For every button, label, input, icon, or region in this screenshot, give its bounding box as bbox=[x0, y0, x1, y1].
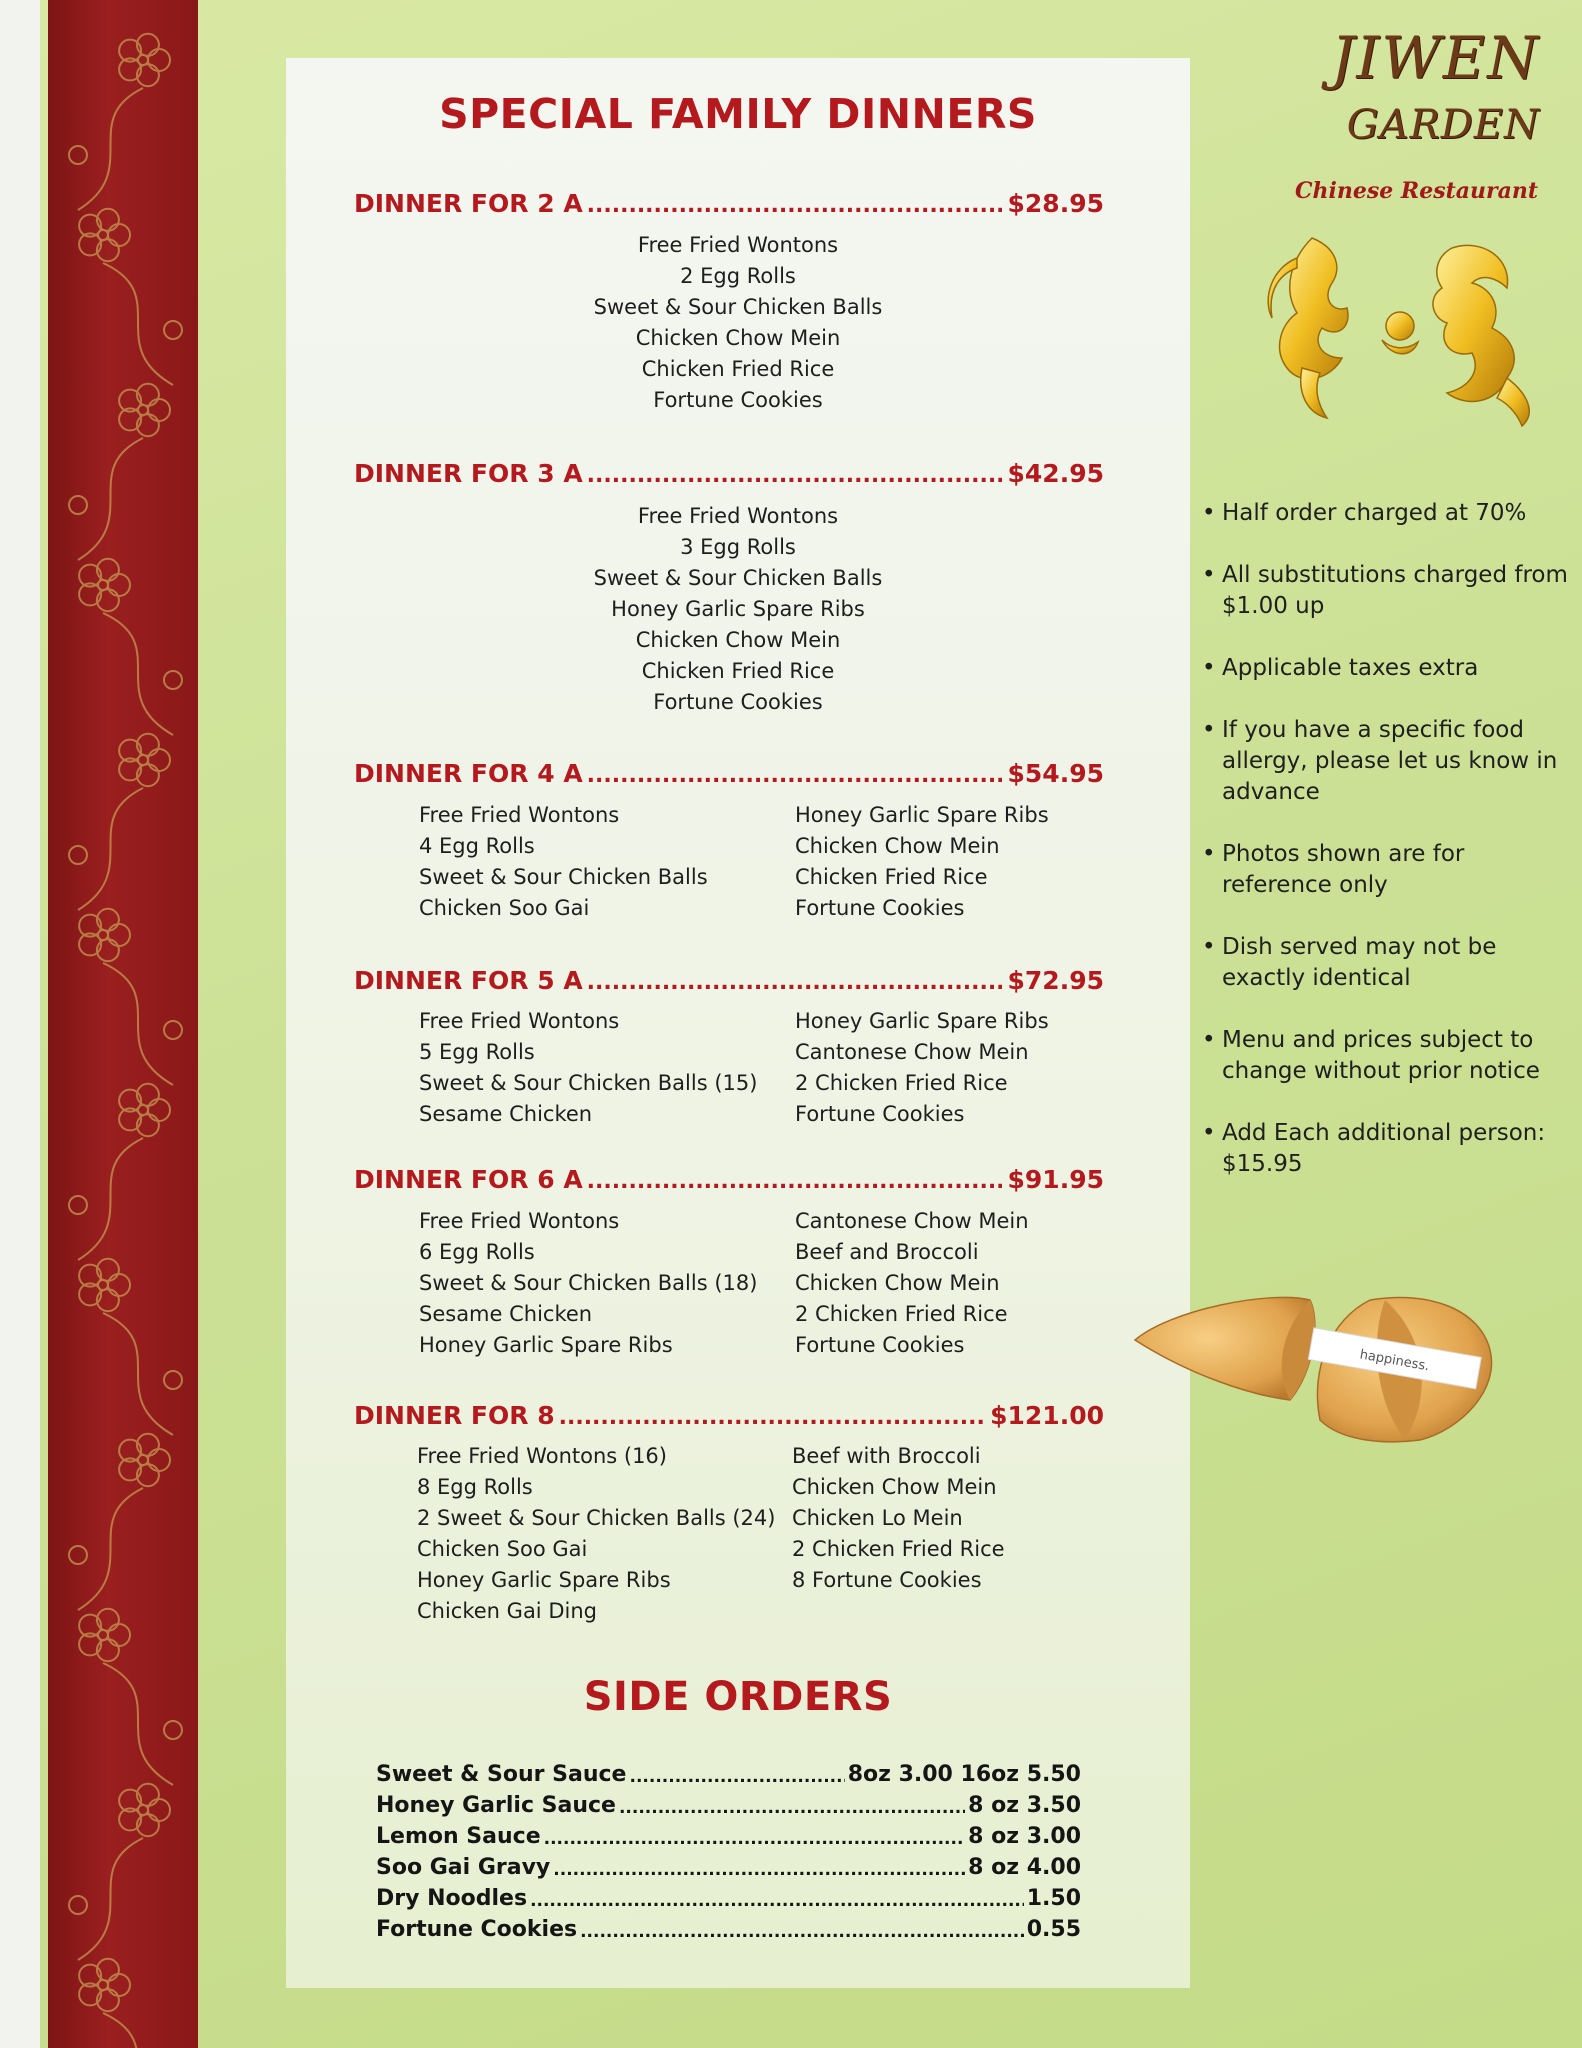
dinner-header bbox=[354, 961, 1104, 995]
dinner-item: 2 Chicken Fried Rice bbox=[795, 1071, 1008, 1095]
note-item bbox=[1202, 1025, 1572, 1087]
dinner-header bbox=[354, 1396, 1104, 1430]
side-order-price: 8oz 3.00 16oz 5.50 bbox=[847, 1762, 1081, 1787]
note-item bbox=[1202, 1118, 1572, 1180]
dinner-item: Fortune Cookies bbox=[795, 1333, 965, 1357]
dinner-item: 2 Sweet & Sour Chicken Balls (24) bbox=[417, 1506, 776, 1530]
flower-vine bbox=[103, 1313, 173, 1435]
note-text: All substitutions charged from $1.00 up bbox=[1222, 562, 1568, 619]
logo-name-line2: GARDEN bbox=[1346, 102, 1540, 148]
dinner-item: Sweet & Sour Chicken Balls (18) bbox=[419, 1271, 758, 1295]
leader-dots bbox=[587, 463, 1002, 488]
dinner-items bbox=[286, 501, 1190, 718]
flower-vine bbox=[103, 2013, 173, 2048]
vine-curl bbox=[164, 321, 182, 339]
side-order-name: Fortune Cookies bbox=[376, 1917, 578, 1942]
note-item bbox=[1202, 839, 1572, 901]
dinner-price: $91.95 bbox=[1007, 1165, 1104, 1194]
side-order-row bbox=[376, 1787, 1081, 1818]
dinner-item: Fortune Cookies bbox=[795, 1102, 965, 1126]
note-text: Applicable taxes extra bbox=[1222, 655, 1479, 681]
flower-center bbox=[138, 1455, 148, 1465]
flower-petal bbox=[108, 224, 130, 246]
flower-petal bbox=[108, 1974, 130, 1996]
flower-petal bbox=[148, 1449, 170, 1471]
side-order-name: Sweet & Sour Sauce bbox=[376, 1762, 627, 1787]
note-text: If you have a specific food allergy, please let us know in advance bbox=[1222, 717, 1558, 805]
menu-panel bbox=[286, 58, 1190, 1988]
note-text: Menu and prices subject to change without prior notice bbox=[1222, 1027, 1540, 1084]
bullet-icon: • bbox=[1202, 655, 1216, 681]
dinner-item: Chicken Soo Gai bbox=[417, 1537, 588, 1561]
leader-dots bbox=[587, 970, 1002, 995]
leader-dots bbox=[530, 1891, 1024, 1911]
side-order-name: Dry Noodles bbox=[376, 1886, 528, 1911]
dinner-item: Beef and Broccoli bbox=[795, 1240, 979, 1264]
dinner-item: Free Fried Wontons bbox=[419, 1209, 620, 1233]
dinner-item: 2 Egg Rolls bbox=[680, 264, 796, 288]
cookie-slip-text: happiness. bbox=[1358, 1347, 1431, 1375]
dinner-name: DINNER FOR 6 A bbox=[354, 1165, 583, 1194]
note-text: Dish served may not be exactly identical bbox=[1222, 934, 1497, 991]
dinner-price: $42.95 bbox=[1007, 459, 1104, 488]
note-text: Photos shown are for reference only bbox=[1222, 841, 1465, 898]
dinner-item: Chicken Fried Rice bbox=[641, 659, 835, 683]
dinner-header bbox=[354, 454, 1104, 488]
bullet-icon: • bbox=[1202, 500, 1216, 526]
dinner-name: DINNER FOR 2 A bbox=[354, 189, 583, 218]
dinner-item: 2 Chicken Fried Rice bbox=[795, 1302, 1008, 1326]
vine-curl bbox=[69, 846, 87, 864]
dinner-item: Honey Garlic Spare Ribs bbox=[795, 803, 1049, 827]
leader-dots bbox=[580, 1922, 1024, 1942]
dinner-item: Fortune Cookies bbox=[653, 388, 823, 412]
flower-center bbox=[138, 405, 148, 415]
side-order-price: 8 oz 3.50 bbox=[968, 1793, 1081, 1818]
dinner-item: Chicken Gai Ding bbox=[417, 1599, 597, 1623]
vine-curl bbox=[164, 1721, 182, 1739]
leader-dots bbox=[587, 193, 1002, 218]
flower-center bbox=[138, 55, 148, 65]
dinner-item: Fortune Cookies bbox=[653, 690, 823, 714]
dinner-item: Chicken Fried Rice bbox=[641, 357, 835, 381]
dinner-item: Chicken Soo Gai bbox=[419, 896, 590, 920]
note-item bbox=[1202, 932, 1572, 994]
flower-petal bbox=[108, 1274, 130, 1296]
dinner-header bbox=[354, 754, 1104, 788]
flower-petal bbox=[108, 924, 130, 946]
flower-vine bbox=[103, 613, 173, 735]
side-order-price: 1.50 bbox=[1026, 1886, 1081, 1911]
dinner-header bbox=[354, 184, 1104, 218]
bullet-icon: • bbox=[1202, 1120, 1216, 1146]
dinner-item: Sesame Chicken bbox=[419, 1302, 593, 1326]
dinner-items-left bbox=[419, 800, 708, 924]
dinner-item: 8 Egg Rolls bbox=[417, 1475, 533, 1499]
dinner-items-right bbox=[795, 1206, 1029, 1361]
note-text: Half order charged at 70% bbox=[1222, 500, 1527, 526]
fortune-cookies-icon bbox=[1130, 1260, 1530, 1460]
leader-dots bbox=[559, 1405, 985, 1430]
flower-petal bbox=[148, 1099, 170, 1121]
dinner-item: Chicken Fried Rice bbox=[795, 865, 988, 889]
leader-dots bbox=[629, 1767, 844, 1787]
dinner-item: 3 Egg Rolls bbox=[680, 535, 796, 559]
flower-petal bbox=[148, 1799, 170, 1821]
dinner-items-right bbox=[792, 1441, 1005, 1596]
vine-curl bbox=[69, 1196, 87, 1214]
vine-curl bbox=[164, 1021, 182, 1039]
bullet-icon: • bbox=[1202, 934, 1216, 960]
dinner-item: Chicken Lo Mein bbox=[792, 1506, 963, 1530]
dinner-name: DINNER FOR 4 A bbox=[354, 759, 583, 788]
menu-title: SPECIAL FAMILY DINNERS bbox=[439, 90, 1037, 138]
dinner-items-left bbox=[417, 1441, 775, 1627]
note-item bbox=[1202, 653, 1572, 684]
dinner-item: Beef with Broccoli bbox=[792, 1444, 981, 1468]
bullet-icon: • bbox=[1202, 1027, 1216, 1053]
dinner-item: 8 Fortune Cookies bbox=[792, 1568, 982, 1592]
dinner-item: Cantonese Chow Mein bbox=[795, 1040, 1029, 1064]
dinner-item: Sweet & Sour Chicken Balls (15) bbox=[419, 1071, 758, 1095]
side-order-price: 0.55 bbox=[1026, 1917, 1081, 1942]
side-order-row bbox=[376, 1880, 1081, 1911]
side-order-name: Lemon Sauce bbox=[376, 1824, 541, 1849]
leader-dots bbox=[553, 1860, 965, 1880]
flower-center bbox=[98, 1280, 108, 1290]
side-order-name: Soo Gai Gravy bbox=[376, 1855, 551, 1880]
dinner-items-right bbox=[795, 800, 1049, 924]
floral-band bbox=[48, 0, 198, 2048]
dinner-item: Chicken Chow Mein bbox=[795, 834, 1000, 858]
side-order-row bbox=[376, 1818, 1081, 1849]
dinner-items-left bbox=[419, 1006, 757, 1130]
dinner-name: DINNER FOR 3 A bbox=[354, 459, 583, 488]
flower-petal bbox=[108, 574, 130, 596]
logo-name-line1: JIWEN bbox=[1331, 24, 1540, 92]
dinner-item: 5 Egg Rolls bbox=[419, 1040, 535, 1064]
side-orders-title: SIDE ORDERS bbox=[583, 1674, 893, 1720]
dinner-item: Free Fried Wontons (16) bbox=[417, 1444, 667, 1468]
floral-pattern-icon bbox=[48, 0, 198, 2048]
side-order-price: 8 oz 4.00 bbox=[968, 1855, 1081, 1880]
dinner-item: Cantonese Chow Mein bbox=[795, 1209, 1029, 1233]
flower-center bbox=[98, 1980, 108, 1990]
flower-center bbox=[138, 1105, 148, 1115]
leader-dots bbox=[587, 763, 1002, 788]
side-order-row bbox=[376, 1911, 1081, 1942]
vine-curl bbox=[164, 1371, 182, 1389]
paper-edge bbox=[0, 0, 40, 2048]
leader-dots bbox=[544, 1829, 966, 1849]
dinner-item: Free Fried Wontons bbox=[637, 233, 839, 257]
flower-vine bbox=[78, 788, 143, 910]
leader-dots bbox=[587, 1169, 1002, 1194]
dinner-item: 2 Chicken Fried Rice bbox=[792, 1537, 1005, 1561]
restaurant-logo bbox=[1240, 24, 1560, 224]
flower-vine bbox=[78, 1838, 143, 1960]
flower-vine bbox=[78, 1138, 143, 1260]
dinner-item: Sweet & Sour Chicken Balls bbox=[419, 865, 708, 889]
dinner-header bbox=[354, 1160, 1104, 1194]
dinner-item: Chicken Chow Mein bbox=[635, 628, 841, 652]
note-item bbox=[1202, 560, 1572, 622]
dinner-item: Chicken Chow Mein bbox=[792, 1475, 997, 1499]
vine-curl bbox=[69, 1896, 87, 1914]
flower-center bbox=[138, 755, 148, 765]
logo-subtitle: Chinese Restaurant bbox=[1295, 178, 1538, 204]
dinner-items bbox=[286, 230, 1190, 416]
flower-petal bbox=[108, 1624, 130, 1646]
side-order-name: Honey Garlic Sauce bbox=[376, 1793, 616, 1818]
dinner-item: Fortune Cookies bbox=[795, 896, 965, 920]
flower-petal bbox=[148, 399, 170, 421]
vine-curl bbox=[69, 496, 87, 514]
flower-petal bbox=[148, 49, 170, 71]
flower-center bbox=[98, 580, 108, 590]
dinner-item: Free Fried Wontons bbox=[419, 803, 620, 827]
flower-vine bbox=[103, 963, 173, 1085]
flower-center bbox=[138, 1805, 148, 1815]
dinner-item: Sweet & Sour Chicken Balls bbox=[593, 566, 883, 590]
note-item bbox=[1202, 715, 1572, 808]
note-text: Add Each additional person: $15.95 bbox=[1222, 1120, 1546, 1177]
side-order-row bbox=[376, 1756, 1081, 1787]
side-order-price: 8 oz 3.00 bbox=[968, 1824, 1081, 1849]
dinner-item: Honey Garlic Spare Ribs bbox=[419, 1333, 673, 1357]
dinner-price: $54.95 bbox=[1007, 759, 1104, 788]
flower-vine bbox=[103, 1663, 173, 1785]
notes-list bbox=[1202, 498, 1572, 1211]
flower-center bbox=[98, 930, 108, 940]
bullet-icon: • bbox=[1202, 562, 1216, 588]
flower-center bbox=[98, 230, 108, 240]
dinner-items-left bbox=[419, 1206, 757, 1361]
bullet-icon: • bbox=[1202, 841, 1216, 867]
dinner-item: Honey Garlic Spare Ribs bbox=[611, 597, 865, 621]
dinner-item: Free Fried Wontons bbox=[419, 1009, 620, 1033]
dinner-item: Sesame Chicken bbox=[419, 1102, 593, 1126]
dinner-item: Honey Garlic Spare Ribs bbox=[795, 1009, 1049, 1033]
side-orders-list bbox=[376, 1756, 1081, 1942]
flower-petal bbox=[148, 749, 170, 771]
flower-vine bbox=[78, 88, 143, 210]
leader-dots bbox=[619, 1798, 965, 1818]
dinner-item: Sweet & Sour Chicken Balls bbox=[593, 295, 883, 319]
note-item bbox=[1202, 498, 1572, 529]
dinner-item: Honey Garlic Spare Ribs bbox=[417, 1568, 671, 1592]
dinner-item: Free Fried Wontons bbox=[637, 504, 839, 528]
dinner-price: $72.95 bbox=[1007, 966, 1104, 995]
dinner-item: 4 Egg Rolls bbox=[419, 834, 535, 858]
gold-dragon-and-phoenix-icon bbox=[1252, 228, 1552, 428]
flower-vine bbox=[103, 263, 173, 385]
dinner-price: $28.95 bbox=[1007, 189, 1104, 218]
vine-curl bbox=[69, 146, 87, 164]
dinner-name: DINNER FOR 8 bbox=[354, 1401, 555, 1430]
vine-curl bbox=[164, 671, 182, 689]
vine-curl bbox=[69, 1546, 87, 1564]
dinner-items-right bbox=[795, 1006, 1049, 1130]
dinner-price: $121.00 bbox=[990, 1401, 1104, 1430]
flower-vine bbox=[78, 1488, 143, 1610]
flower-center bbox=[98, 1630, 108, 1640]
side-order-row bbox=[376, 1849, 1081, 1880]
bullet-icon: • bbox=[1202, 717, 1216, 743]
dinner-name: DINNER FOR 5 A bbox=[354, 966, 583, 995]
dinner-item: Chicken Chow Mein bbox=[635, 326, 841, 350]
dinner-item: Chicken Chow Mein bbox=[795, 1271, 1000, 1295]
flower-vine bbox=[78, 438, 143, 560]
dinner-item: 6 Egg Rolls bbox=[419, 1240, 535, 1264]
